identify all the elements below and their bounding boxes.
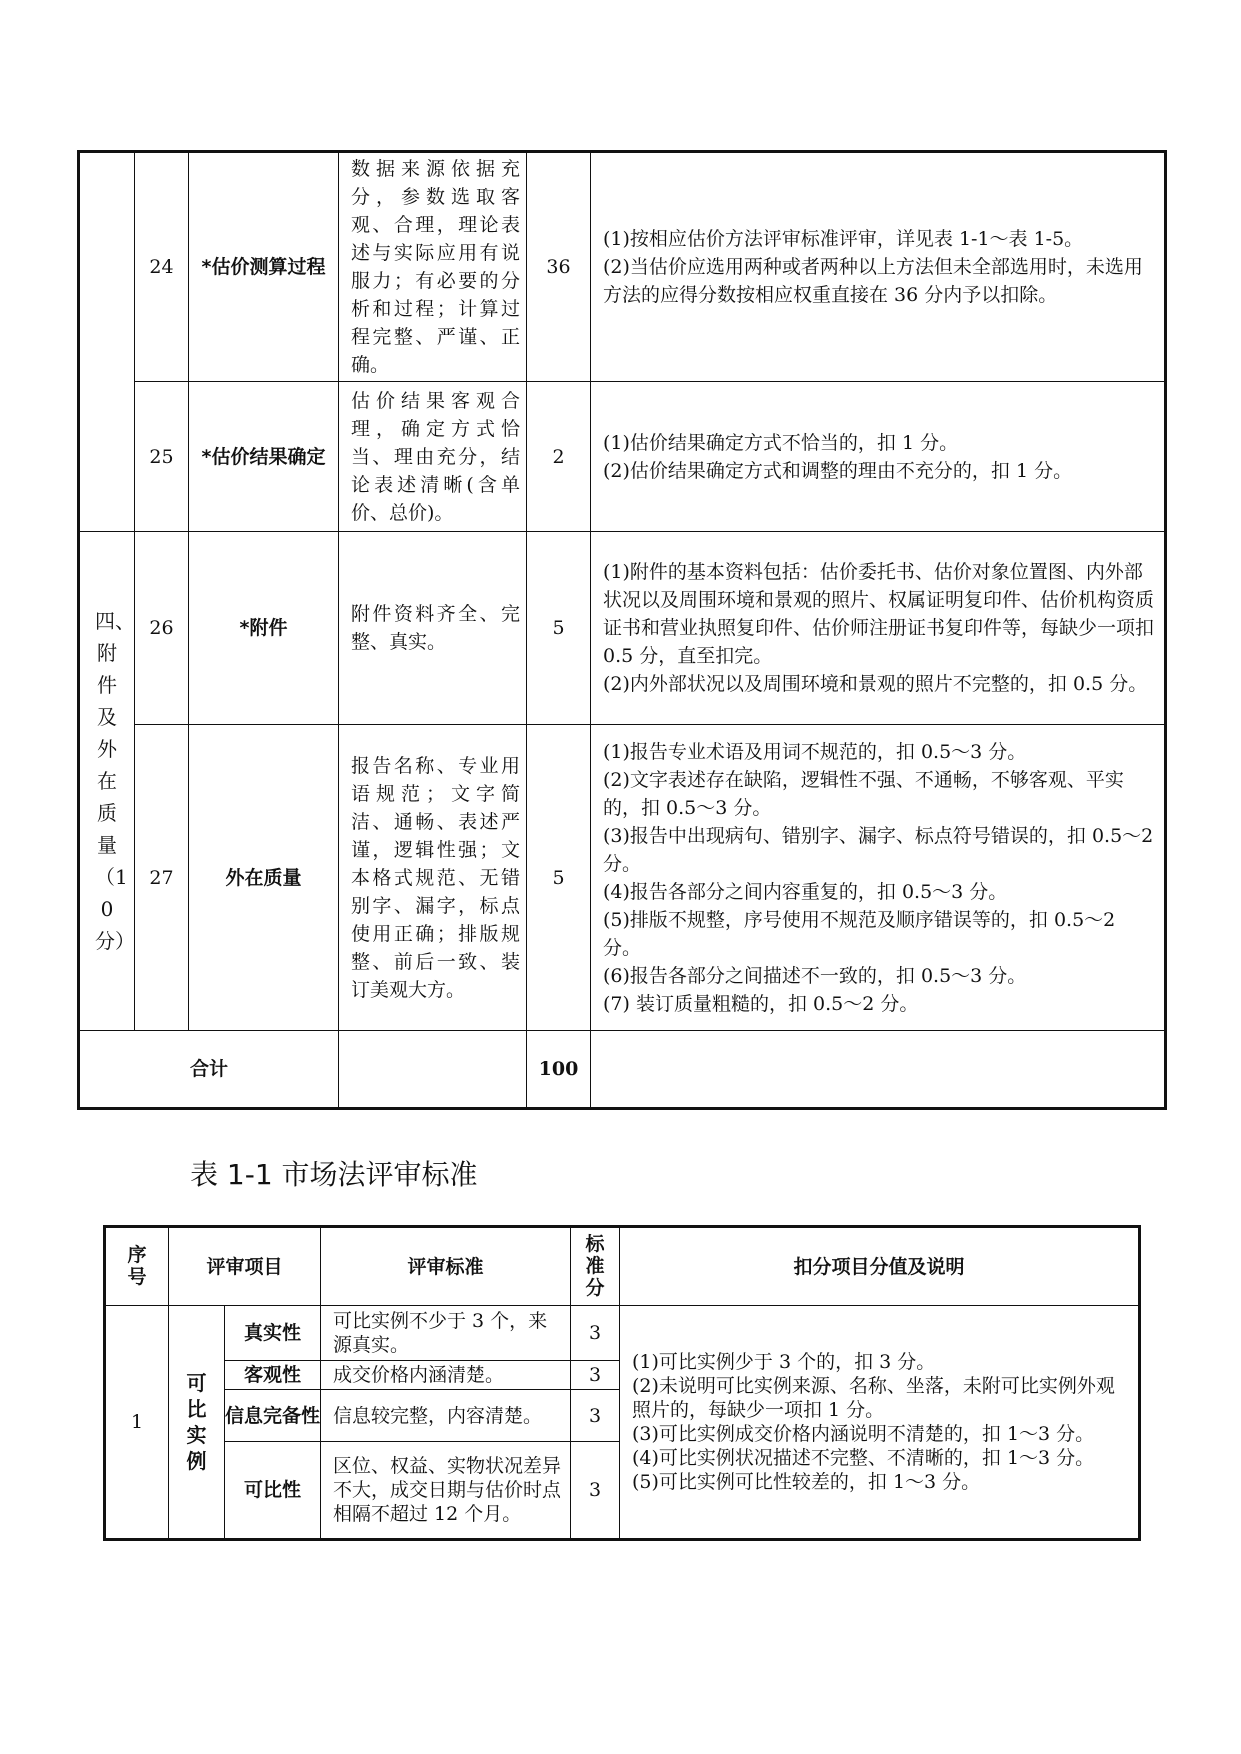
section-label [79,532,135,1031]
row-number: 1 [105,1306,169,1540]
deduction-item: (2)估价结果确定方式和调整的理由不充分的，扣 1 分。 [603,459,1073,482]
total-label: 合计 [79,1031,339,1109]
deduction-item: (3)可比实例成交价格内涵说明不清楚的，扣 1～3 分。 [632,1423,1095,1445]
review-criteria: 数据来源依据充分，参数选取客观、合理，理论表述与实际应用有说服力；有必要的分析和过程；计算过程完整、严谨、正确。 [339,152,527,382]
group-label: 可比实例 [169,1306,225,1540]
row-number: 25 [135,382,189,532]
deduction-description [620,1306,1140,1540]
review-criteria: 报告名称、专业用语规范；文字简洁、通畅、表述严谨，逻辑性强；文本格式规范、无错别字、漏字，标点使用正确；排版规整、前后一致、装订美观大方。 [339,725,527,1031]
review-criteria: 信息较完整，内容清楚。 [321,1390,571,1442]
deduction-item: (2)当估价应选用两种或者两种以上方法但未全部选用时，未选用方法的应得分数按相应权重直接在 36 分内予以扣除。 [603,256,1143,306]
header-deductions: 扣分项目分值及说明 [620,1227,1140,1306]
review-criteria: 可比实例不少于 3 个，来源真实。 [321,1306,571,1361]
deduction-item: (3)报告中出现病句、错别字、漏字、标点符号错误的，扣 0.5～2 分。 [603,824,1154,875]
deduction-item: (5)可比实例可比性较差的，扣 1～3 分。 [632,1471,981,1493]
review-criteria: 估价结果客观合理，确定方式恰当、理由充分，结论表述清晰(含单价、总价)。 [339,382,527,532]
section-cell-empty [79,152,135,532]
deduction-item: (5)排版不规整，序号使用不规范及顺序错误等的，扣 0.5～2 分。 [603,908,1116,959]
standard-score: 3 [571,1390,620,1442]
sub-item: 真实性 [225,1306,321,1361]
deduction-item: (7) 装订质量粗糙的，扣 0.5～2 分。 [603,992,919,1015]
review-criteria-table [77,150,1167,1110]
sub-item: 客观性 [225,1361,321,1390]
row-number: 26 [135,532,189,725]
table-row [79,152,1166,382]
standard-score: 3 [571,1361,620,1390]
deduction-description [591,152,1166,382]
review-criteria: 附件资料齐全、完整、真实。 [339,532,527,725]
table-row [79,725,1166,1031]
sub-item: 可比性 [225,1442,321,1540]
review-criteria: 区位、权益、实物状况差异不大，成交日期与估价时点相隔不超过 12 个月。 [321,1442,571,1540]
total-row [79,1031,1166,1109]
header-row [105,1227,1140,1306]
header-score: 标准分 [571,1227,620,1306]
deduction-description [591,532,1166,725]
standard-score: 36 [527,152,591,382]
header-criteria: 评审标准 [321,1227,571,1306]
standard-score: 3 [571,1306,620,1361]
review-item: 外在质量 [189,725,339,1031]
total-score: 100 [527,1031,591,1109]
deduction-item: (2)未说明可比实例来源、名称、坐落，未附可比实例外观照片的，每缺少一项扣 1 分。 [632,1375,1115,1421]
deduction-item: (2)文字表述存在缺陷，逻辑性不强、不通畅，不够客观、平实的，扣 0.5～3 分。 [603,768,1124,819]
header-item: 评审项目 [169,1227,321,1306]
standard-score: 5 [527,532,591,725]
row-number: 27 [135,725,189,1031]
table-row [79,382,1166,532]
standard-score: 2 [527,382,591,532]
deduction-item: (1)可比实例少于 3 个的，扣 3 分。 [632,1351,936,1373]
table-row [79,532,1166,725]
deduction-item: (4)可比实例状况描述不完整、不清晰的，扣 1～3 分。 [632,1447,1095,1469]
deduction-item: (1)报告专业术语及用词不规范的，扣 0.5～3 分。 [603,740,1027,763]
total-deduction-empty [591,1031,1166,1109]
table-title: 表 1-1 市场法评审标准 [190,1158,478,1191]
table-row [105,1306,1140,1361]
total-criteria-empty [339,1031,527,1109]
deduction-item: (1)附件的基本资料包括：估价委托书、估价对象位置图、内外部状况以及周围环境和景观的照片、权属证明复印件、估价机构资质证书和营业执照复印件、估价师注册证书复印件等，每缺少一项扣 0.5 分，直至扣完。 [603,561,1155,667]
standard-score: 5 [527,725,591,1031]
deduction-description [591,382,1166,532]
standard-score: 3 [571,1442,620,1540]
deduction-item: (2)内外部状况以及周围环境和景观的照片不完整的，扣 0.5 分。 [603,673,1148,695]
review-criteria: 成交价格内涵清楚。 [321,1361,571,1390]
section-label-text: 四、附件及外在质量（10分） [95,609,135,953]
deduction-item: (1)按相应估价方法评审标准评审，详见表 1-1～表 1-5。 [603,228,1084,250]
row-number: 24 [135,152,189,382]
deduction-item: (4)报告各部分之间内容重复的，扣 0.5～3 分。 [603,880,1008,903]
market-method-table [103,1225,1141,1541]
review-item: *估价结果确定 [189,382,339,532]
review-item: *估价测算过程 [189,152,339,382]
deduction-item: (6)报告各部分之间描述不一致的，扣 0.5～3 分。 [603,964,1027,987]
header-num: 序号 [105,1227,169,1306]
sub-item: 信息完备性 [225,1390,321,1442]
review-item: *附件 [189,532,339,725]
deduction-description [591,725,1166,1031]
deduction-item: (1)估价结果确定方式不恰当的，扣 1 分。 [603,431,959,454]
